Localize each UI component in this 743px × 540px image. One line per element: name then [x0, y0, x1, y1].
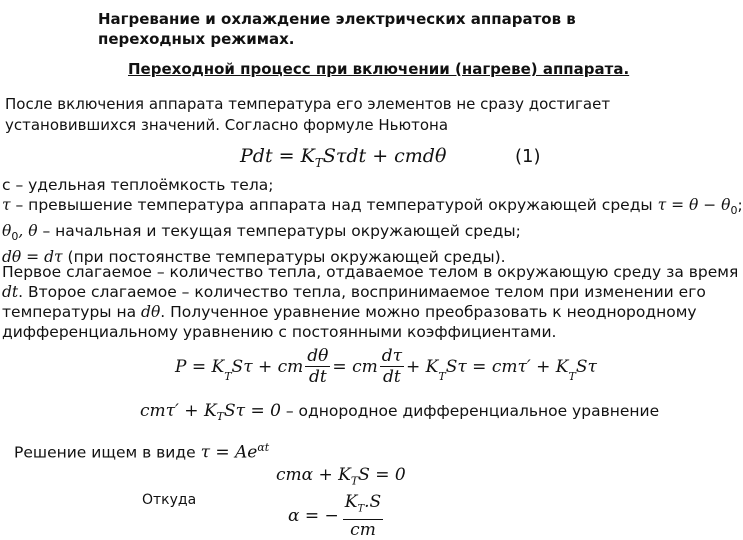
- formula-3: $cm\tau' + K_TS\tau = 0$ – однородное дифференциальное уравнение: [140, 401, 660, 424]
- formula-5: α = − $\frac{K_T.S}{cm}$: [288, 492, 382, 540]
- heading-line-1: Нагревание и охлаждение электрических аппаратов в: [98, 10, 576, 28]
- formula-4: $cm\alpha + K_TS = 0$: [276, 465, 406, 488]
- heading: [98, 9, 576, 49]
- explanation-line-2: dt. Второе слагаемое – количество тепла, воспринимаемое телом при изменении его: [2, 283, 706, 301]
- explanation-line-1: Первое слагаемое – количество тепла, отдаваемое телом в окружающую среду за время: [2, 263, 739, 281]
- definition-dtheta: dθ = dτ (при постоянстве температуры окружающей среды).: [2, 248, 506, 267]
- definition-c: c – удельная теплоёмкость тела;: [2, 176, 274, 194]
- explanation-line-4: дифференциальному уравнению с постоянными коэффициентами.: [2, 323, 557, 341]
- heading-line-2: переходных режимах.: [98, 30, 295, 48]
- formula-1-k: K: [300, 145, 315, 167]
- intro-line-1: После включения аппарата температура его элементов не сразу достигает: [5, 95, 611, 113]
- solution: Решение ищем в виде $\tau = Ae^{\alpha t}$: [14, 441, 270, 463]
- intro-paragraph: [5, 94, 610, 136]
- formula-1-number: (1): [515, 146, 541, 167]
- fraction-dtheta-dt: $\frac{d\theta}{dt}$: [307, 346, 329, 387]
- explanation-line-3: температуры на dθ. Полученное уравнение можно преобразовать к неоднородному: [2, 303, 697, 321]
- formula-1-eq: =: [278, 145, 295, 167]
- intro-line-2: установившихся значений. Согласно формуле Ньютона: [5, 116, 449, 134]
- formula-2: P = K $_T$ Sτ + cm $\frac{d\theta}{dt}$ = cm $\frac{d\tau}{dt}$ + K $_T$ Sτ = cmτ′ + K $_T$ Sτ: [175, 346, 597, 387]
- formula-1-term: Sτdt + cmdθ: [322, 145, 447, 167]
- fraction-alpha: $\frac{K_T.S}{cm}$: [344, 492, 382, 540]
- formula-1-lhs: Pdt: [240, 145, 273, 167]
- otkuda-label: Откуда: [142, 492, 197, 508]
- definition-theta: $\theta_0$, θ – начальная и текущая температуры окружающей среды;: [2, 222, 521, 244]
- fraction-dtau-dt: $\frac{d\tau}{dt}$: [381, 346, 403, 387]
- definitions: [2, 175, 743, 267]
- explanation: [2, 262, 738, 342]
- subheading: Переходной процесс при включении (нагреве) аппарата.: [128, 60, 630, 78]
- formula-1: [240, 145, 446, 170]
- definition-tau: τ – превышение температура аппарата над температурой окружающей среды $\tau = \theta - \theta_0$;: [2, 196, 743, 218]
- formula-1-k-sub: T: [314, 155, 323, 170]
